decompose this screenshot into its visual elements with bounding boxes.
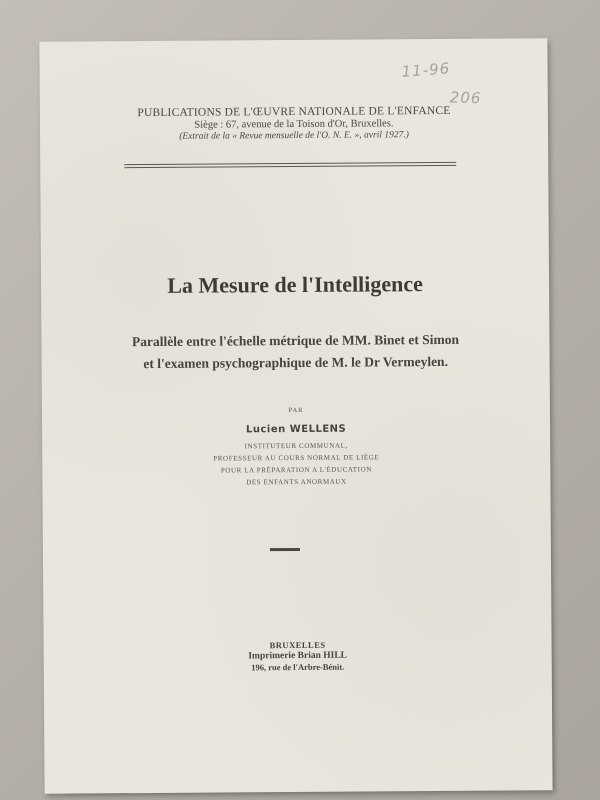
subtitle-line: Parallèle entre l'échelle métrique de MM. Binet et Simon [131,331,460,350]
organization-name: PUBLICATIONS DE L'ŒUVRE NATIONALE DE L'ENFANCE [137,104,451,120]
printer-address: 196, rue de l'Arbre-Bénit. [251,661,345,673]
pencil-mark: 206 [449,88,482,108]
header-rule [124,165,456,168]
document-title: La Mesure de l'Intelligence [167,271,423,298]
publisher-city: BRUXELLES [269,639,326,651]
author-role: INSTITUTEUR COMMUNAL, [244,441,348,451]
separator-bar [270,548,300,551]
author-roles [42,438,550,490]
document-subtitle [41,328,549,376]
printer-name: Imprimerie Brian HILL [248,650,348,662]
author-role: PROFESSEUR AU COURS NORMAL DE LIÈGE [213,453,380,463]
publication-header [40,104,548,143]
document-cover [39,38,552,794]
by-label: PAR [288,406,304,415]
organization-address: Siège : 67, avenue de la Toison d'Or, Bruxelles. [194,118,394,131]
subtitle-line: et l'examen psychographique de M. le Dr Vermeylen. [143,353,448,372]
pencil-mark: 11-96 [400,59,451,81]
extract-note: (Extrait de la « Revue mensuelle de l'O. N. E. », avril 1927.) [179,130,409,142]
publisher-block [44,638,552,674]
author-name: Lucien WELLENS [245,423,347,436]
author-role: POUR LA PRÉPARATION A L'ÉDUCATION [220,465,372,475]
author-role: DES ENFANTS ANORMAUX [246,477,347,487]
